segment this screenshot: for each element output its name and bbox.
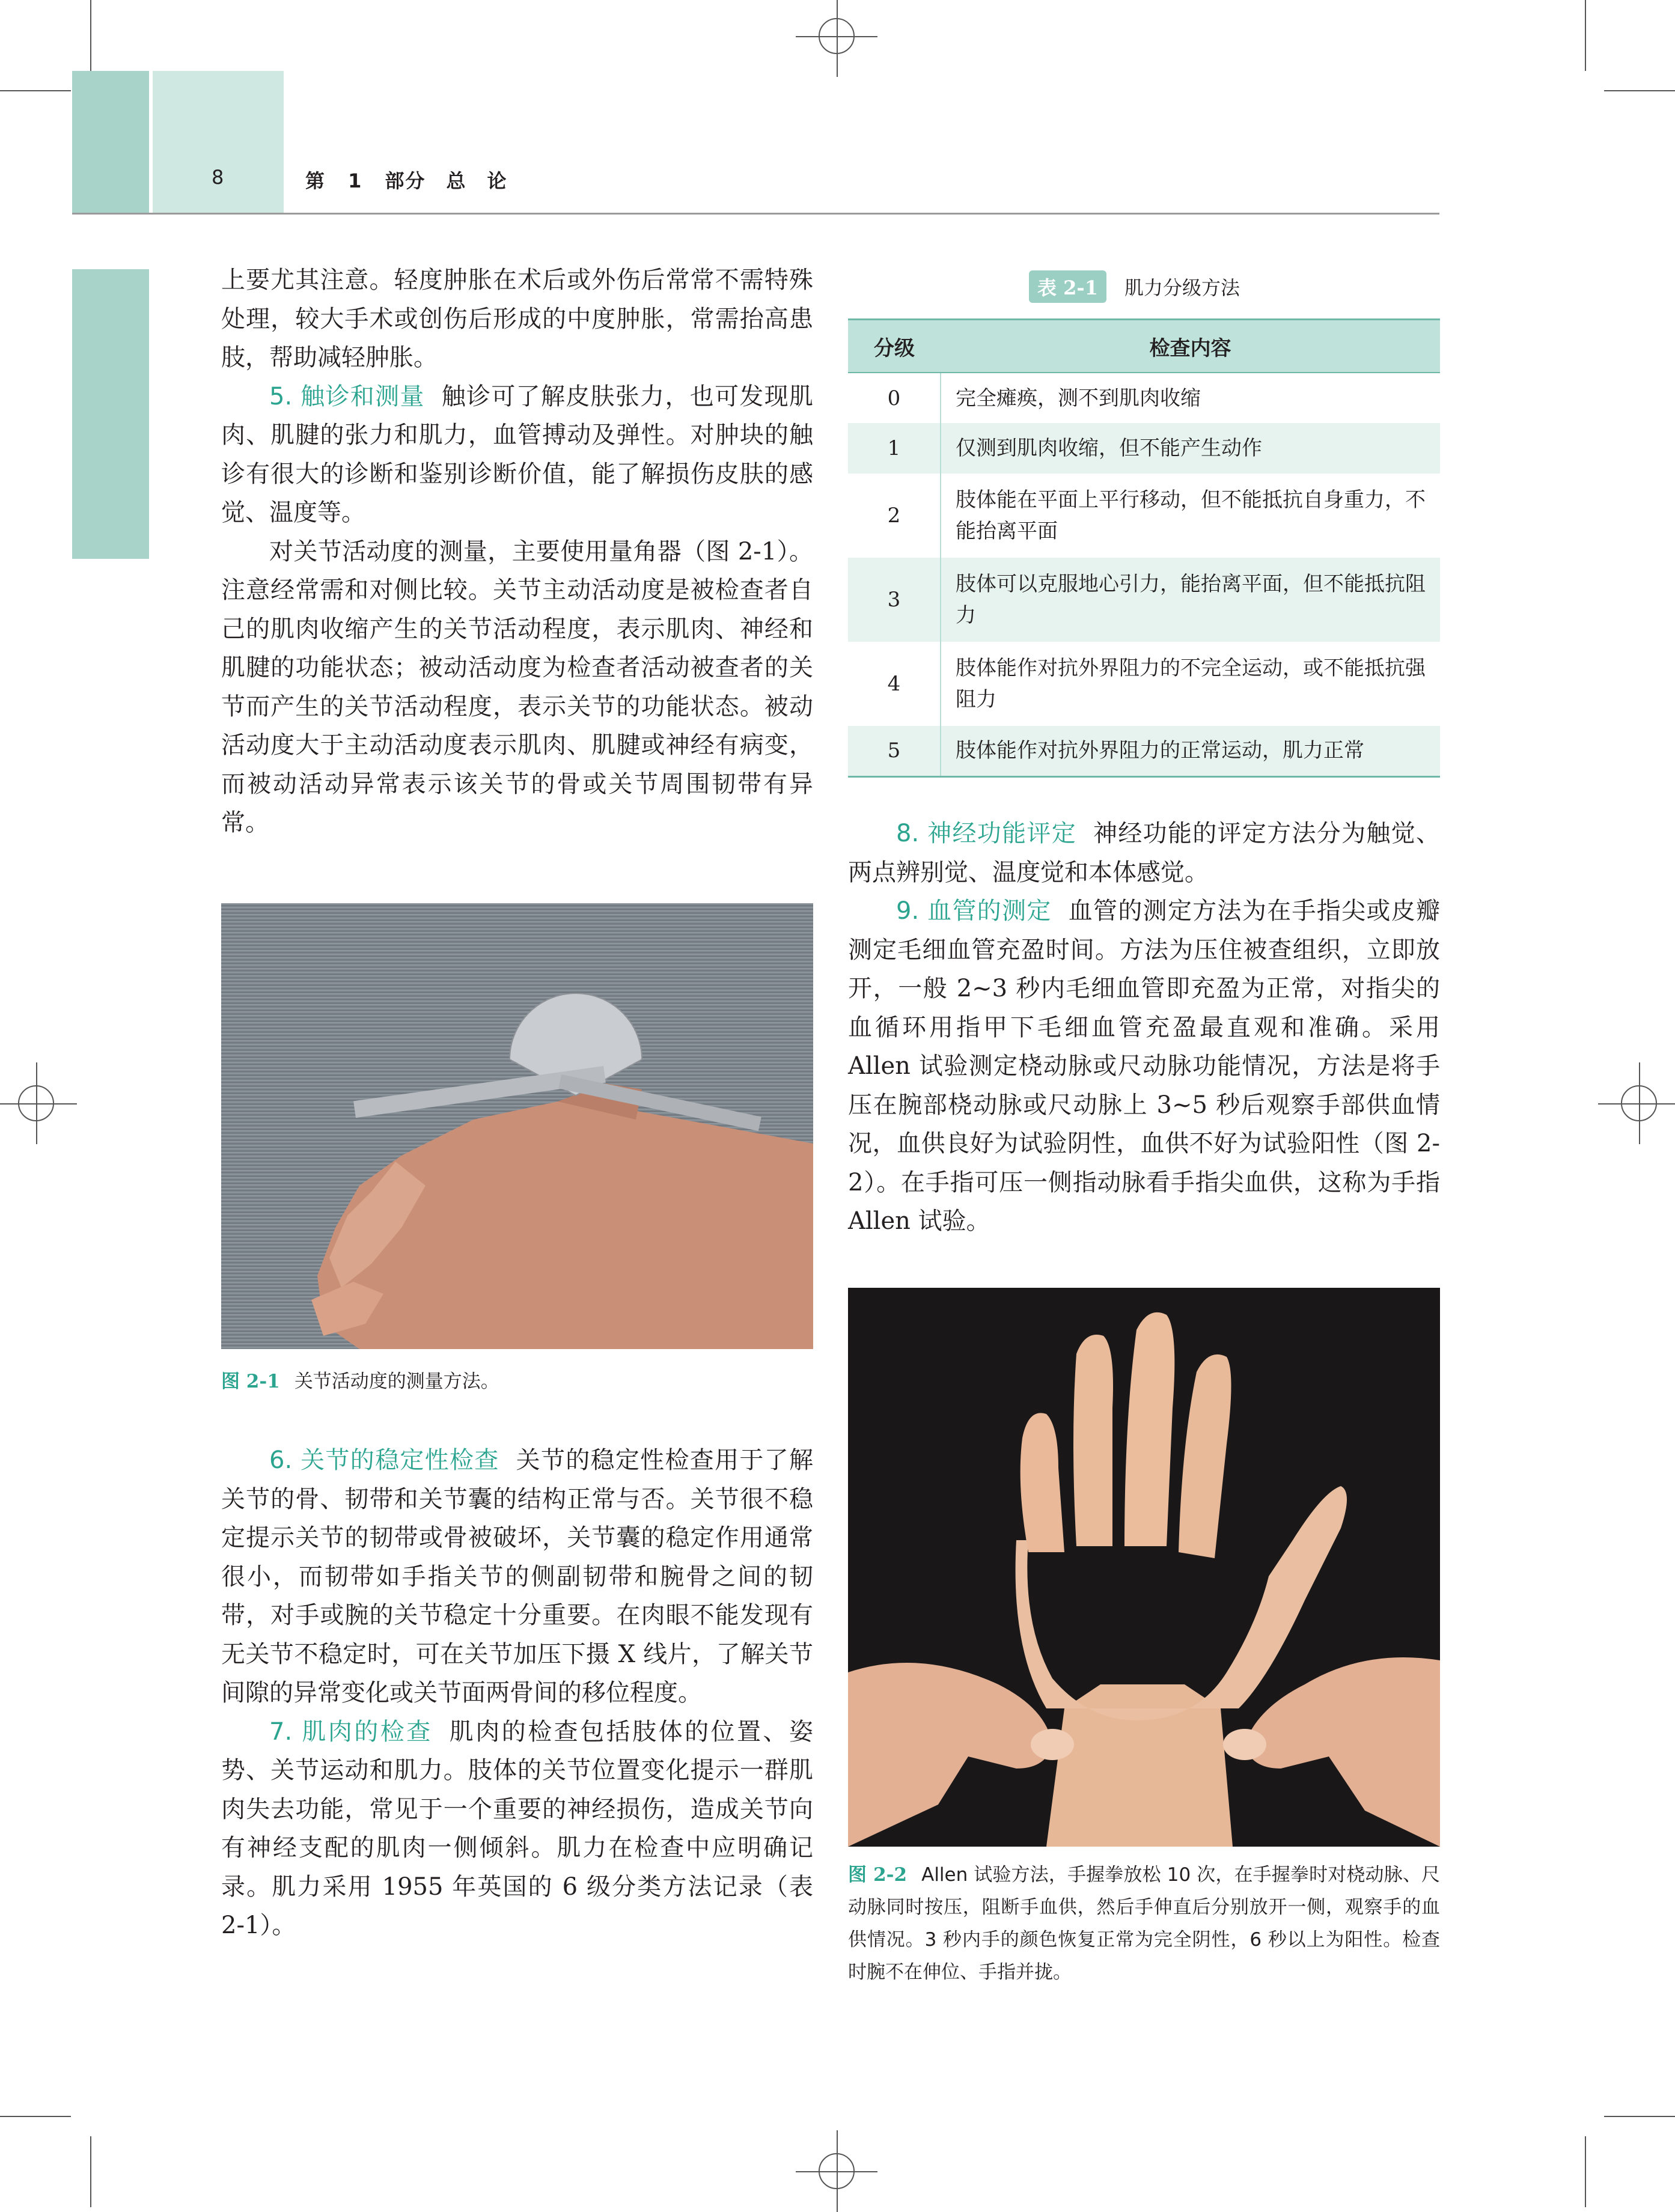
crop-mark	[90, 2136, 91, 2207]
figure-caption	[848, 1859, 1440, 1988]
figure-caption	[221, 1365, 813, 1398]
grade-cell: 5	[848, 726, 941, 776]
paragraph: 上要尤其注意。轻度肿胀在术后或外伤后常常不需特殊处理，较大手术或创伤后形成的中度肿胀，常需抬高患肢，帮助减轻肿胀。	[221, 266, 813, 371]
registration-mark	[18, 1085, 54, 1121]
grade-cell: 0	[848, 373, 941, 423]
grade-cell: 2	[848, 474, 941, 558]
paragraph-text: 肌肉的检查包括肢体的位置、姿势、关节运动和肌力。肢体的关节位置变化提示一群肌肉失去功能，常见于一个重要的神经损伤，造成关节向有神经支配的肌肉一侧倾斜。肌力在检查中应明确记录。肌力采用 1955 年英国的 6 级分类方法记录（表 2-1）。	[221, 1717, 813, 1939]
crop-mark	[1585, 0, 1586, 71]
crop-mark	[0, 2116, 71, 2117]
figure-label: 图 2-1	[221, 1371, 280, 1392]
content-cell: 肢体能作对抗外界阻力的正常运动，肌力正常	[941, 726, 1440, 776]
figure-allen-test-photo	[848, 1288, 1440, 1847]
paragraph-text: 关节的稳定性检查用于了解关节的骨、韧带和关节囊的结构正常与否。关节很不稳定提示关节的韧带或骨被破坏，关节囊的稳定作用通常很小，而韧带如手指关节的侧副韧带和腕骨之间的韧带，对手或腕的关节稳定十分重要。在肉眼不能发现有无关节不稳定时，可在关节加压下摄 X 线片，了解关节间隙的异常变化或关节面两骨间的移位程度。	[221, 1446, 814, 1707]
table-row	[848, 423, 1440, 474]
header-rule	[72, 213, 1439, 215]
crop-mark	[0, 90, 71, 91]
content-cell: 肢体可以克服地心引力，能抬离平面，但不能抵抗阻力	[941, 558, 1440, 642]
registration-mark	[819, 2153, 855, 2189]
section-heading: 6. 关节的稳定性检查	[269, 1446, 499, 1474]
registration-mark	[819, 18, 855, 54]
paragraph-text: 触诊可了解皮肤张力，也可发现肌肉、肌腱的张力和肌力，血管搏动及弹性。对肿块的触诊有很大的诊断和鉴别诊断价值，能了解损伤皮肤的感觉、温度等。	[221, 382, 813, 526]
header-accent-block	[72, 71, 149, 213]
grade-cell: 1	[848, 423, 941, 474]
table-row	[848, 558, 1440, 642]
content-cell: 肢体能在平面上平行移动，但不能抵抗自身重力，不能抬离平面	[941, 474, 1440, 558]
running-header: 第 1 部分 总 论	[305, 169, 508, 192]
registration-mark	[1621, 1085, 1657, 1121]
section-heading: 8. 神经功能评定	[896, 820, 1077, 847]
table-row	[848, 373, 1440, 423]
grade-cell: 3	[848, 558, 941, 642]
paragraph	[848, 892, 1440, 1241]
caption-text: 关节活动度的测量方法。	[294, 1371, 499, 1392]
paragraph-text: 神经功能的评定方法分为触觉、两点辨别觉、温度觉和本体感觉。	[848, 820, 1441, 886]
table-title	[1029, 270, 1240, 303]
muscle-strength-table	[848, 318, 1440, 778]
right-column-text	[848, 814, 1440, 1241]
crop-mark	[1604, 90, 1675, 91]
crop-mark	[1604, 2116, 1675, 2117]
section-heading: 7. 肌肉的检查	[269, 1717, 433, 1746]
caption-text: Allen 试验方法，手握拳放松 10 次，在手握拳时对桡动脉、尺动脉同时按压，阻断手血供，然后手伸直后分别放开一侧，观察手的血供情况。3 秒内手的颜色恢复正常为完全阴性，6 秒以上为阳性。检查时腕不在伸位、手指并拢。	[848, 1864, 1440, 1983]
table-label: 表 2-1	[1029, 270, 1106, 303]
column-header: 分级	[848, 320, 941, 373]
paragraph	[221, 1441, 813, 1713]
left-column-bottom	[221, 1441, 813, 1945]
page-number: 8	[212, 166, 224, 189]
content-cell: 肢体能作对抗外界阻力的不完全运动，或不能抵抗强阻力	[941, 642, 1440, 726]
paragraph	[848, 814, 1440, 892]
paragraph-text: 血管的测定方法为在手指尖或皮瓣测定毛细血管充盈时间。方法为压住被查组织，立即放开，一般 2~3 秒内毛细血管即充盈为正常，对指尖的血循环用指甲下毛细血管充盈最直观和准确。采用 Allen 试验测定桡动脉或尺动脉功能情况，方法是将手压在腕部桡动脉或尺动脉上 3~5 秒后观察手部供血情况，血供良好为试验阴性，血供不好为试验阳性（图 2-2）。在手指可压一侧指动脉看手指尖血供，这称为手指 Allen 试验。	[848, 897, 1440, 1235]
table-header-row	[848, 320, 1440, 373]
table-row	[848, 474, 1440, 558]
section-heading: 5. 触诊和测量	[269, 382, 425, 410]
paragraph	[221, 1713, 813, 1945]
figure-goniometer-photo	[221, 903, 813, 1349]
content-cell: 完全瘫痪，测不到肌肉收缩	[941, 373, 1440, 423]
table-title-text: 肌力分级方法	[1124, 276, 1240, 299]
table-row	[848, 642, 1440, 726]
crop-mark	[90, 0, 91, 71]
content-cell: 仅测到肌肉收缩，但不能产生动作	[941, 423, 1440, 474]
grade-cell: 4	[848, 642, 941, 726]
table-row	[848, 726, 1440, 776]
left-column-top	[221, 261, 813, 842]
section-heading: 9. 血管的测定	[896, 897, 1052, 925]
column-header: 检查内容	[941, 320, 1440, 373]
paragraph	[221, 377, 813, 532]
crop-mark	[1585, 2136, 1586, 2207]
paragraph: 对关节活动度的测量，主要使用量角器（图 2-1）。注意经常需和对侧比较。关节主动活动度是被检查者自己的肌肉收缩产生的关节活动程度，表示肌肉、神经和肌腱的功能状态；被动活动度为检查者活动被查者的关节而产生的关节活动程度，表示关节的功能状态。被动活动度大于主动活动度表示肌肉、肌腱或神经有病变，而被动活动异常表示该关节的骨或关节周围韧带有异常。	[221, 537, 813, 836]
header-accent-block	[153, 71, 284, 213]
figure-label: 图 2-2	[848, 1864, 908, 1886]
side-tab	[72, 269, 149, 559]
